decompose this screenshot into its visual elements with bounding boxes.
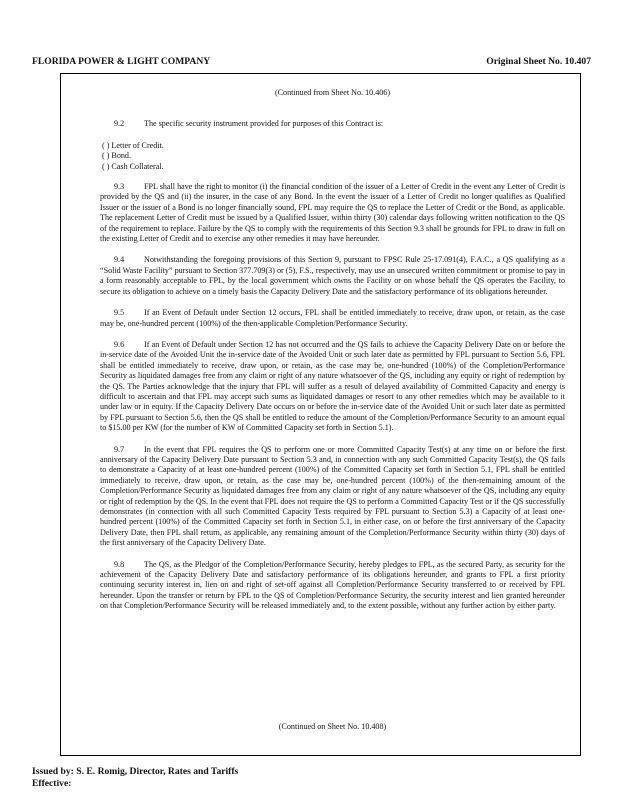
option-cash-collateral: ( ) Cash Collateral. <box>102 161 164 171</box>
section-9-4 <box>100 255 565 297</box>
company-name: FLORIDA POWER & LIGHT COMPANY <box>32 56 211 67</box>
section-text: The QS, as the Pledgor of the Completion/Performance Security, hereby pledges to FPL, as the secured Party, as security for the achievement of the Capacity Delivery Date and satisfactory performance of its obligations hereunder, and grants to FPL a first priority continuing security interest in, lien on and right of set-off against all Completion/Performance Security transferred to or received by FPL hereunder. Upon the transfer or return by FPL to the QS of Completion/Performance Security, the security interest and lien granted hereunder on that Completion/Performance Security will be released immediately and, to the extent possible, without any further action by either party. <box>100 559 565 611</box>
section-number: 9.4 <box>114 255 125 265</box>
section-text: If an Event of Default under Section 12 has not occurred and the QS fails to achieve the Capacity Delivery Date on or before the in-service date of the Avoided Unit the in-service date of the Avoided Unit or such later date as permitted by FPL pursuant to Section 5.6, FPL shall be entitled immediately to receive, draw upon, or retain, as the case may be, one-hundred (100%) of the Completion/Performance Security as liquidated damages free from any claim or right of any nature whatsoever of the QS, including any equity or right of redemption by the QS. The Parties acknowledge that the injury that FPL will suffer as a result of delayed availability of Committed Capacity and energy is difficult to ascertain and that FPL may accept such sums as liquidated damages or resort to any other remedies which may be available to it under law or in equity. If the Capacity Delivery Date occurs on or before the in-service date of the Avoided Unit or such later date as permitted by FPL pursuant to Section 5.6, then the QS shall be entitled to reduce the amount of the Completion/Performance Security to an amount equal to $15.00 per KW (for the number of KW of Committed Capacity set forth in Section 5.1). <box>100 339 565 433</box>
security-options-list <box>100 141 565 172</box>
section-9-8 <box>100 560 565 612</box>
issued-by: Issued by: S. E. Romig, Director, Rates and Tariffs <box>32 766 239 777</box>
section-9-5 <box>100 308 565 329</box>
section-9-7 <box>100 445 565 549</box>
section-number: 9.5 <box>114 308 125 318</box>
section-9-6 <box>100 340 565 434</box>
page-footer <box>32 766 238 790</box>
section-text: Notwithstanding the foregoing provisions of this Section 9, pursuant to FPSC Rule 25-17.091(4), F.A.C., a QS qualifying as a “Solid Waste Facility” pursuant to Section 377.709(3) or (5), F.S., respectively, may use an unsecured written commitment or promise to pay in a form reasonably acceptable to FPL, by the local government which owns the Facility or on whose behalf the QS operates the Facility, to secure its obligation to achieve on a timely basis the Capacity Delivery Date and the satisfactory performance of its obligations hereunder. <box>100 255 565 296</box>
continued-from-note: (Continued from Sheet No. 10.406) <box>274 88 391 97</box>
option-bond: ( ) Bond. <box>102 151 131 161</box>
document-body <box>100 88 565 623</box>
effective-date: Effective: <box>32 778 72 789</box>
section-text: The specific security instrument provided for purposes of this Contract is: <box>144 119 384 129</box>
section-9-2 <box>100 119 565 129</box>
section-number: 9.2 <box>114 119 125 129</box>
section-number: 9.8 <box>114 559 125 569</box>
section-9-3 <box>100 182 565 244</box>
section-number: 9.6 <box>114 339 125 349</box>
section-text: If an Event of Default under Section 12 occurs, FPL shall be entitled immediately to receive, draw upon, or retain, as the case may be, one-hundred percent (100%) of the then-applicable Completion/Performance Security. <box>100 308 565 328</box>
sheet-number: Original Sheet No. 10.407 <box>486 56 591 67</box>
section-text: In the event that FPL requires the QS to perform one or more Committed Capacity Test(s) at any time on or before the first anniversary of the Capacity Delivery Date pursuant to Section 5.3 and, in connection with any such Committed Capacity Test(s), the QS fails to demonstrate a Capacity of at least one-hundred percent (100%) of the Committed Capacity set forth in Section 5.1, FPL shall be entitled immediately to receive, draw upon, or retain, as the case may be, one-hundred percent (100%) of the then-remaining amount of the Completion/Performance Security as liquidated damages free from any claim or right of any nature whatsoever of the QS, including any equity or right of redemption by the QS. In the event that FPL does not require the QS to perform a Committed Capacity Test or if the QS successfully demonstrates (in connection with all such Committed Capacity Tests required by FPL pursuant to Section 5.3) a Capacity of at least one-hundred percent (100%) of the Committed Capacity set forth in Section 5.1, in either case, on or before the first anniversary of the Capacity Delivery Date, then FPL shall return, as applicable, any remaining amount of the Completion/Performance Security within thirty (30) days of the first anniversary of the Capacity Delivery Date. <box>100 444 565 548</box>
continued-on-note: (Continued on Sheet No. 10.408) <box>278 722 387 731</box>
section-number: 9.7 <box>114 444 125 454</box>
section-number: 9.3 <box>114 182 125 192</box>
option-letter-of-credit: ( ) Letter of Credit. <box>102 140 164 150</box>
section-text: FPL shall have the right to monitor (i) the financial condition of the issuer of a Letter of Credit in the event any Letter of Credit is provided by the QS and (ii) the insurer, in the case of any Bond. In the event the issuer of a Letter of Credit no longer qualifies as Qualified Issuer or the issuer of a Bond is no longer financially sound, FPL may require the QS to replace the Letter of Credit or the Bond, as applicable. The replacement Letter of Credit must be issued by a Qualified Issuer, within thirty (30) calendar days following written notification to the QS of the requirement to replace. Failure by the QS to comply with the requirements of this Section 9.3 shall be grounds for FPL to draw in full on the existing Letter of Credit and to exercise any other remedies it may have hereunder. <box>100 182 565 244</box>
